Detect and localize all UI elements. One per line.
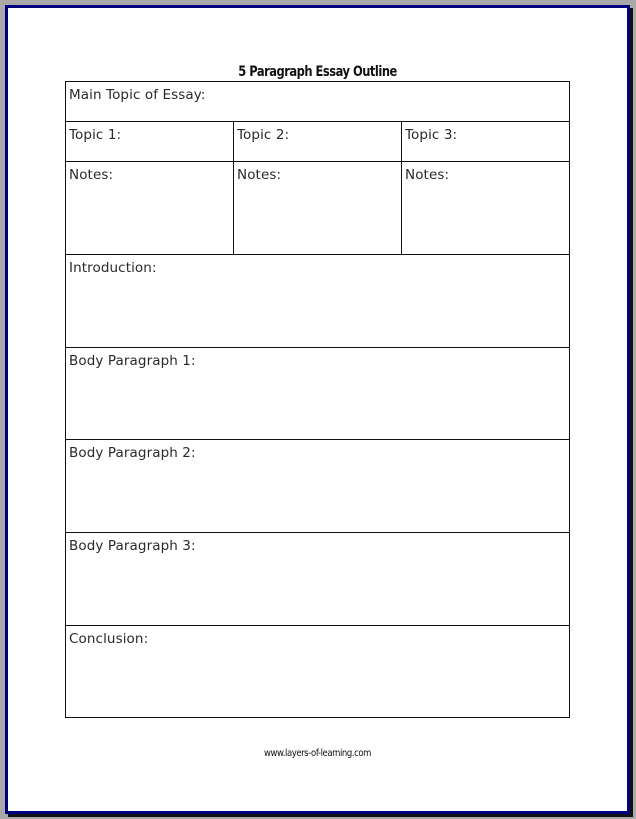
topic-1-notes-field[interactable]: Notes: [66,162,234,254]
topic-3-notes-field[interactable]: Notes: [405,167,450,183]
footer-website: www.layers-of-learning.com [263,748,372,759]
topics-row [66,122,569,162]
topic-3-field[interactable]: Topic 3: [405,127,458,143]
body-paragraph-3-field[interactable]: Body Paragraph 3: [69,538,196,554]
topic-1-field[interactable]: Topic 1: [66,122,234,161]
worksheet-page [5,5,630,814]
introduction-field[interactable]: Introduction: [69,260,157,276]
topic-2-notes-field[interactable]: Notes: [234,162,402,254]
topic-2-field[interactable]: Topic 2: [234,122,402,161]
introduction-row [66,255,569,348]
body-paragraph-2-row [66,440,569,533]
page-title: 5 Paragraph Essay Outline [238,64,397,80]
main-topic-row [66,82,569,122]
main-topic-field[interactable]: Main Topic of Essay: [69,87,206,103]
conclusion-row [66,626,569,718]
body-paragraph-1-field[interactable]: Body Paragraph 1: [69,353,196,369]
conclusion-field[interactable]: Conclusion: [69,631,149,647]
body-paragraph-3-row [66,533,569,626]
essay-outline-table [65,81,570,718]
body-paragraph-1-row [66,348,569,440]
notes-row [66,162,569,255]
body-paragraph-2-field[interactable]: Body Paragraph 2: [69,445,196,461]
